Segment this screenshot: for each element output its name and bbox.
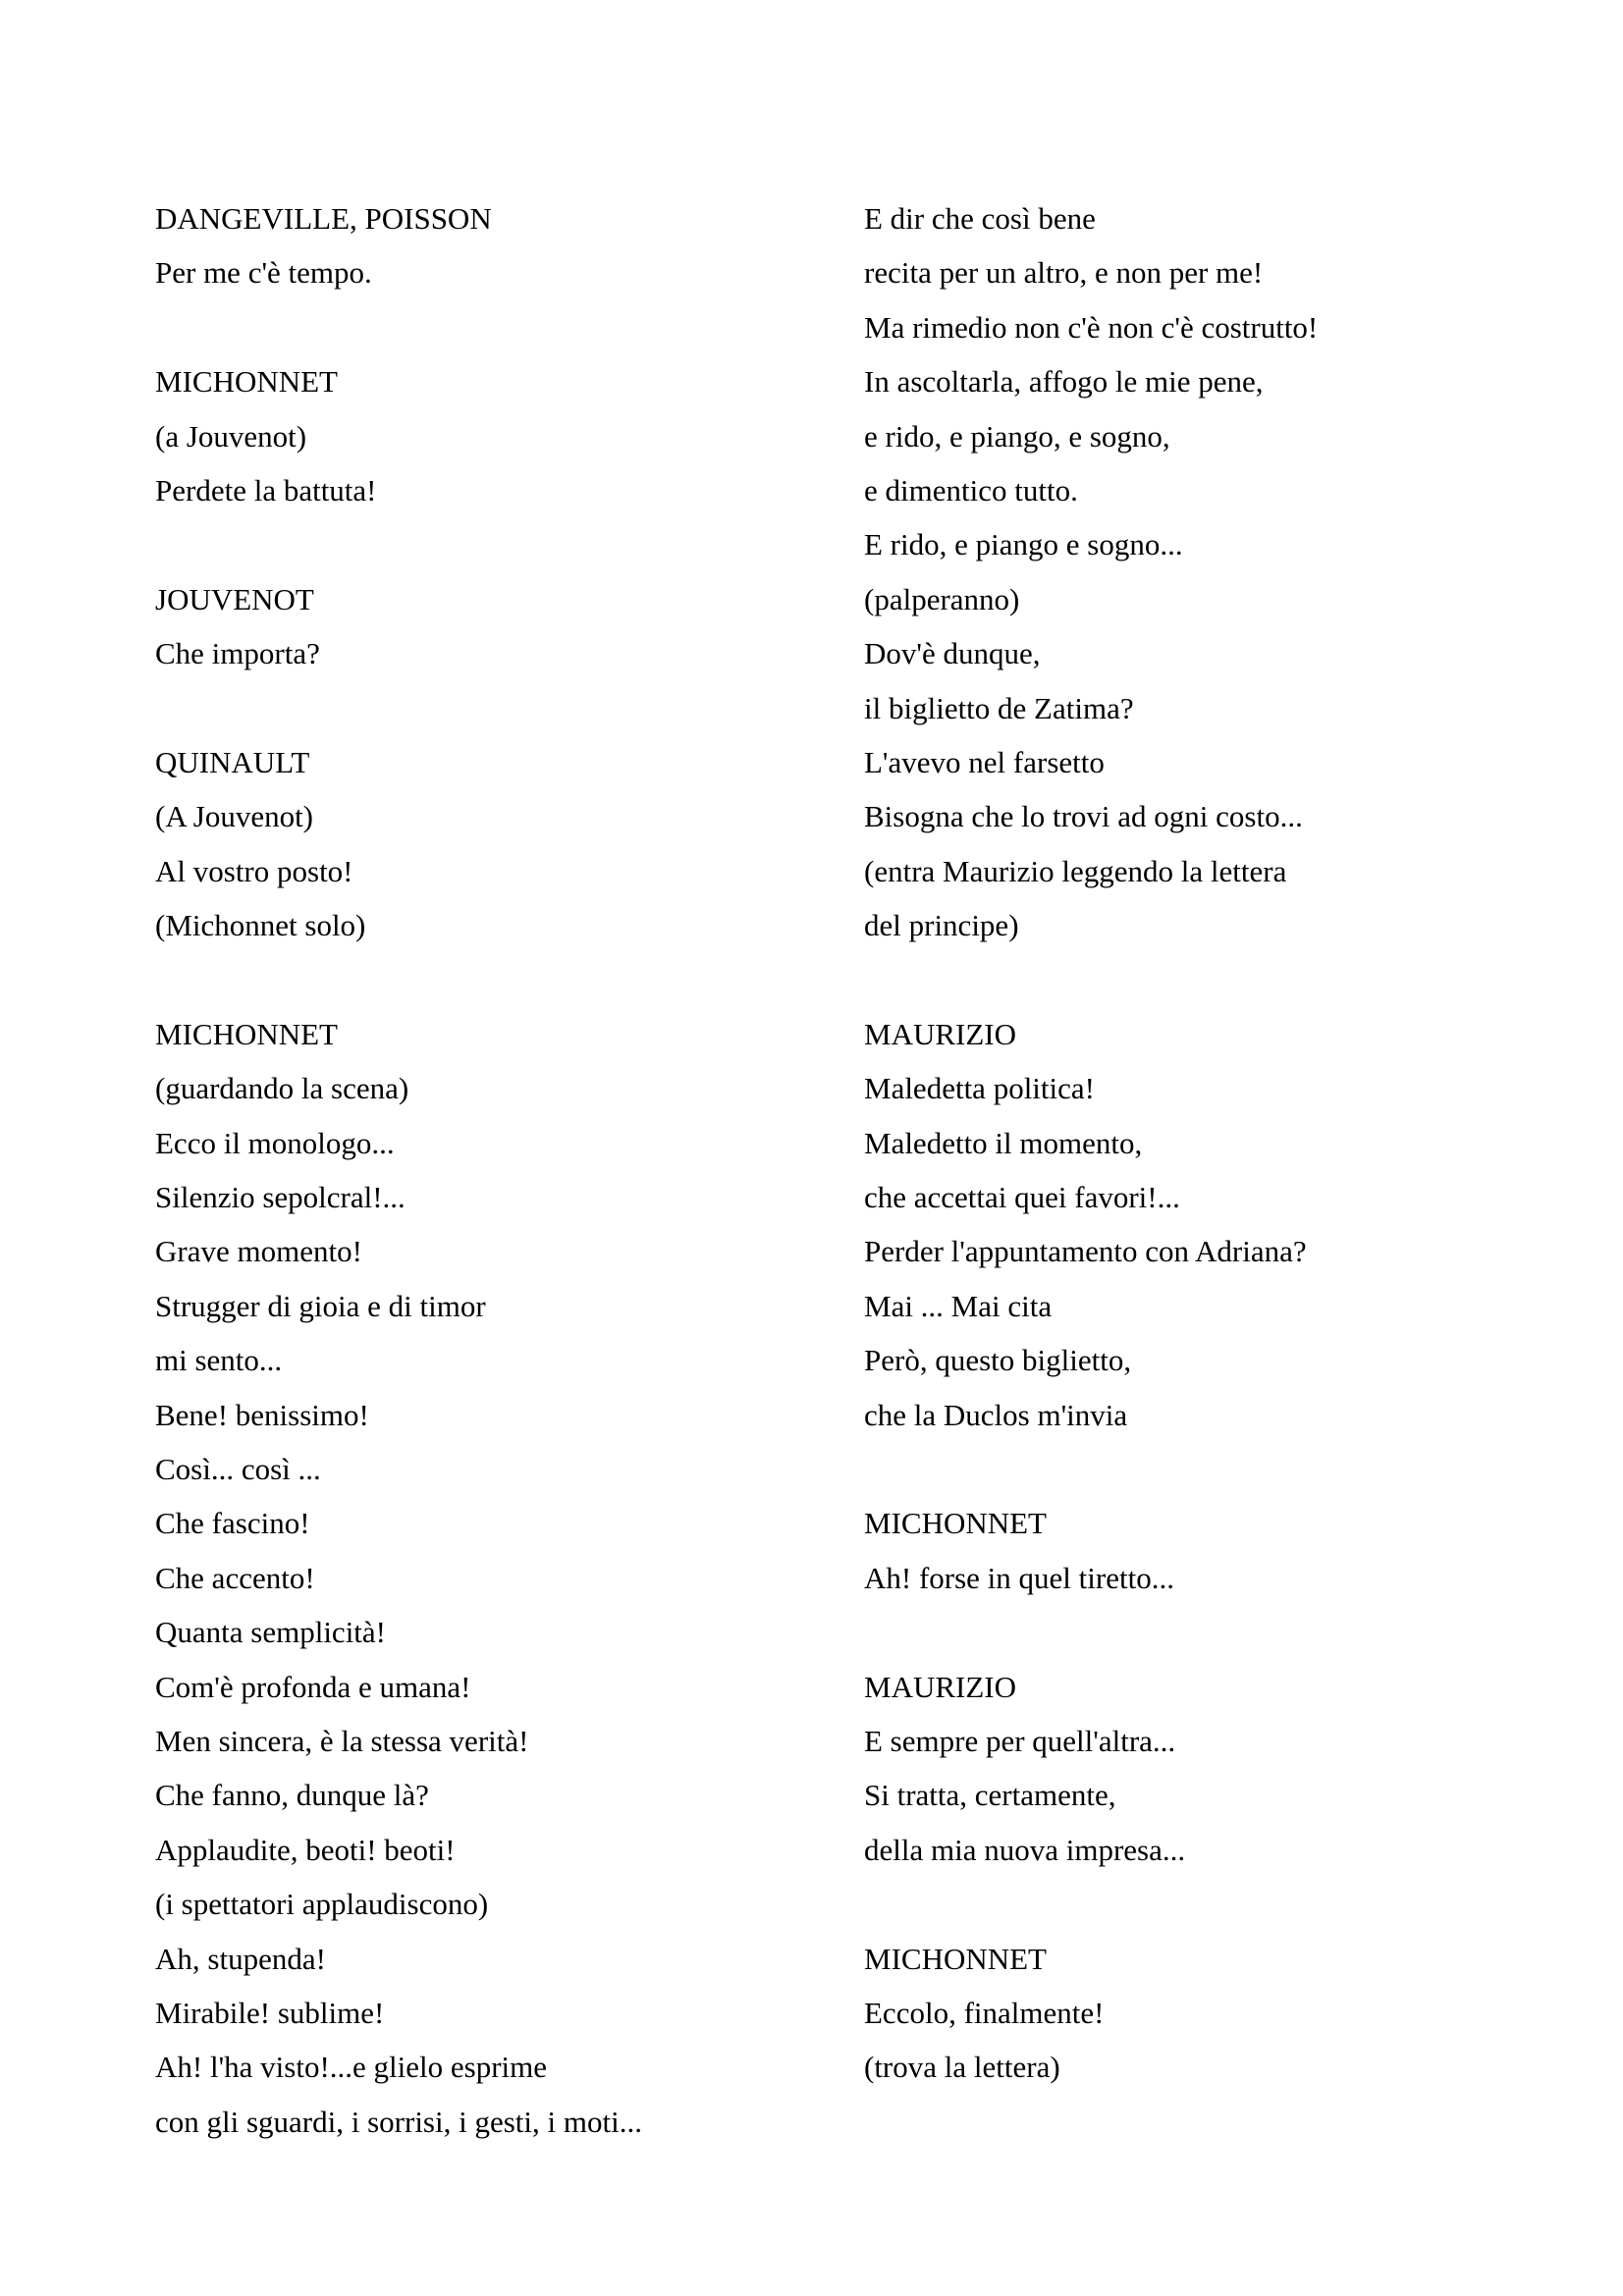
text-line: Che accento! (155, 1560, 315, 1595)
text-line: Ecco il monologo... (155, 1125, 395, 1160)
text-line: MICHONNET (155, 364, 338, 400)
text-line: Quanta semplicità! (155, 1615, 386, 1650)
text-line: e rido, e piango, e sogno, (864, 418, 1170, 454)
text-line: Bisogna che lo trovi ad ogni costo... (864, 799, 1303, 834)
left-text-column (155, 191, 823, 2149)
text-line: MICHONNET (155, 1016, 338, 1051)
text-line: (entra Maurizio leggendo la lettera (864, 853, 1287, 888)
text-line: MAURIZIO (864, 1016, 1016, 1051)
text-line: Al vostro posto! (155, 853, 353, 888)
text-line: Che fanno, dunque là? (155, 1778, 429, 1813)
text-line: (guardando la scena) (155, 1071, 409, 1106)
text-line: Così... così ... (155, 1451, 321, 1486)
text-line: E rido, e piango e sogno... (864, 527, 1183, 562)
text-line: Ma rimedio non c'è non c'è costrutto! (864, 309, 1319, 345)
text-line: Però, questo biglietto, (864, 1343, 1132, 1378)
right-text-column (864, 191, 1551, 2095)
text-line: In ascoltarla, affogo le mie pene, (864, 364, 1264, 400)
text-line: Bene! benissimo! (155, 1397, 369, 1432)
blank-line (864, 1442, 1551, 1496)
text-line: della mia nuova impresa... (864, 1832, 1186, 1867)
text-line: Si tratta, certamente, (864, 1778, 1116, 1813)
text-line: mi sento... (155, 1343, 283, 1378)
text-line: Maledetta politica! (864, 1071, 1095, 1106)
text-line: Dov'è dunque, (864, 636, 1041, 671)
text-line: Maledetto il momento, (864, 1125, 1143, 1160)
text-line: DANGEVILLE, POISSON (155, 201, 492, 236)
text-line: che la Duclos m'invia (864, 1397, 1128, 1432)
text-line: MAURIZIO (864, 1669, 1016, 1704)
text-line: del principe) (864, 908, 1019, 943)
text-line: E sempre per quell'altra... (864, 1723, 1176, 1758)
text-line: Per me c'è tempo. (155, 255, 372, 291)
text-line: Men sincera, è la stessa verità! (155, 1723, 529, 1758)
text-line: JOUVENOT (155, 581, 314, 616)
text-line: che accettai quei favori!... (864, 1180, 1180, 1215)
text-line: E dir che così bene (864, 201, 1096, 236)
text-line: Ah! forse in quel tiretto... (864, 1560, 1174, 1595)
text-line: Ah, stupenda! (155, 1941, 326, 1976)
text-line: Silenzio sepolcral!... (155, 1180, 406, 1215)
text-line: Perder l'appuntamento con Adriana? (864, 1234, 1307, 1269)
blank-line (155, 952, 823, 1006)
blank-line (864, 1605, 1551, 1659)
text-line: (A Jouvenot) (155, 799, 314, 834)
blank-line (864, 952, 1551, 1006)
text-line: Mai ... Mai cita (864, 1288, 1053, 1323)
text-line: Grave momento! (155, 1234, 362, 1269)
text-line: (a Jouvenot) (155, 418, 307, 454)
text-line: Ah! l'ha visto!...e glielo esprime (155, 2050, 548, 2085)
text-line: Com'è profonda e umana! (155, 1669, 471, 1704)
blank-line (864, 1877, 1551, 1931)
text-line: (trova la lettera) (864, 2050, 1060, 2085)
text-line: il biglietto de Zatima? (864, 690, 1134, 725)
text-line: con gli sguardi, i sorrisi, i gesti, i moti... (155, 2104, 642, 2139)
text-line: Che fascino! (155, 1506, 310, 1541)
blank-line (155, 300, 823, 354)
text-line: Eccolo, finalmente! (864, 1995, 1105, 2030)
text-line: MICHONNET (864, 1941, 1047, 1976)
text-line: (i spettatori applaudiscono) (155, 1887, 489, 1922)
text-line: MICHONNET (864, 1506, 1047, 1541)
text-line: QUINAULT (155, 744, 310, 779)
text-line: Perdete la battuta! (155, 472, 377, 507)
text-line: L'avevo nel farsetto (864, 744, 1105, 779)
text-line: (palperanno) (864, 581, 1020, 616)
blank-line (155, 517, 823, 571)
blank-line (155, 681, 823, 735)
text-line: (Michonnet solo) (155, 908, 366, 943)
text-line: Che importa? (155, 636, 320, 671)
text-line: Strugger di gioia e di timor (155, 1288, 486, 1323)
text-line: Applaudite, beoti! beoti! (155, 1832, 456, 1867)
text-line: Mirabile! sublime! (155, 1995, 385, 2030)
text-line: e dimentico tutto. (864, 472, 1078, 507)
text-line: recita per un altro, e non per me! (864, 255, 1264, 291)
